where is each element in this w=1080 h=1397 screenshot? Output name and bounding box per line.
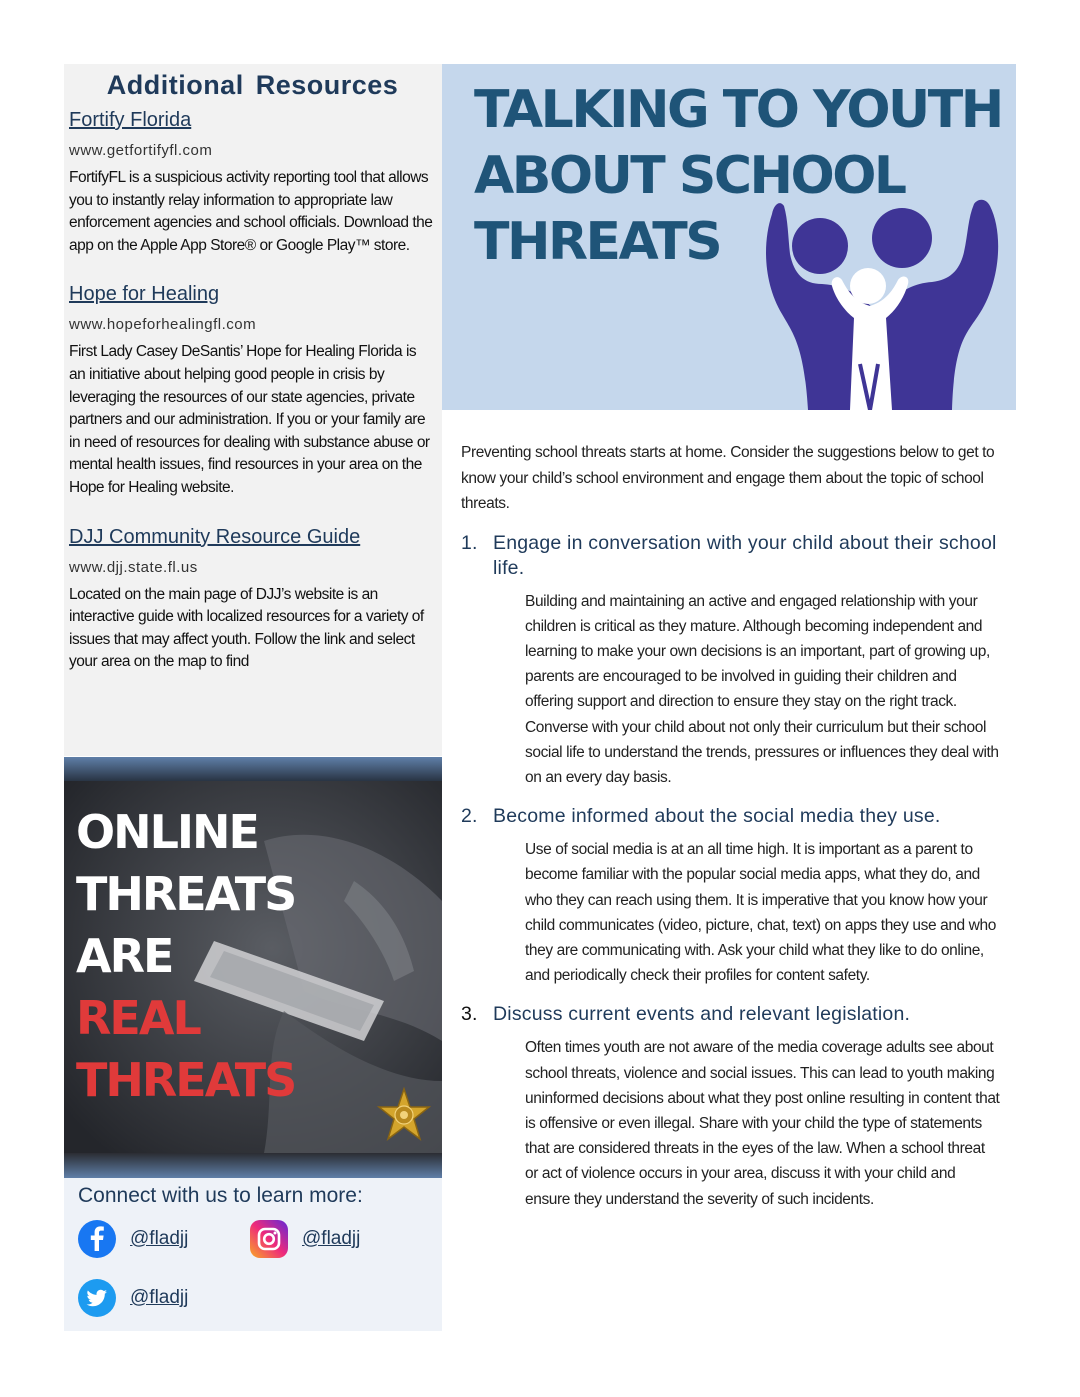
social-title: Connect with us to learn more: [78,1184,363,1207]
title-line-1: TALKING TO YOUTH [474,80,1002,140]
suggestion-heading [461,804,1001,829]
suggestion-item [461,1002,1001,1211]
main-content [461,440,1001,1212]
suggestion-number: 2. [461,805,478,828]
resource-description: FortifyFL is a suspicious activity reporting tool that allows you to instantly relay information to appropriate law enforcement agencies and school officials. Download the app on the Apple App Store® or Google Play™ store. [69,169,433,254]
resource-url[interactable]: www.hopeforhealingfl.com [69,316,257,334]
resource-title-link[interactable]: Hope for Healing [69,283,220,306]
suggestion-heading [461,1002,1001,1027]
promo-line-are: ARE [76,929,173,983]
suggestion-heading-text: Engage in conversation with your child about their school life. [493,531,997,579]
resource-hope-for-healing [69,275,436,499]
instagram-handle[interactable]: @fladjj [302,1228,361,1249]
resource-title-link[interactable]: Fortify Florida [69,109,192,131]
intro-paragraph: Preventing school threats starts at home. Consider the suggestions below to get to know your child’s school environment and engage them about the topic of school threats. [461,444,995,512]
instagram-icon [250,1220,288,1258]
suggestion-heading-text: Discuss current events and relevant legislation. [493,1003,911,1026]
suggestion-body: Building and maintaining an active and engaged relationship with your children is critical as they mature. Although becoming independent and learning to make your own decisions is an important, part of growing up, parents are encouraged to be involved in guiding their children and offering support and direction to ensure they stay on the right track. Converse with your child about not only their curriculum but their school social life to understand the trends, pressures or influences they deal with on an every day basis. [525,592,999,786]
promo-line-real: REAL [76,991,200,1045]
resource-fortify-florida [69,101,436,257]
resources-sidebar [64,64,442,756]
promo-line-threats-red: THREATS [76,1053,296,1107]
title-line-3: THREATS [474,212,721,272]
facebook-link[interactable] [78,1220,188,1258]
resource-description: Located on the main page of DJJ’s website is an interactive guide with localized resources for a variety of issues that may affect youth. Follow the link and select your area on the map to find [69,585,424,671]
suggestion-number: 1. [461,531,478,554]
suggestion-heading [461,531,1001,581]
sheriff-star-badge-icon [376,1087,432,1147]
twitter-icon [78,1279,116,1317]
suggestion-body: Often times youth are not aware of the media coverage adults see about school threats, violence and social issues. This can lead to youth making uninformed decisions about what they post online resulting in content that is offensive or even illegal. Share with your child the type of statements that are considered threats in the eyes of the law. When a school threat or act of violence occurs in your area, discuss it with your child and ensure they understand the severity of such incidents. [525,1039,1000,1208]
twitter-link[interactable] [78,1279,188,1317]
facebook-icon [78,1220,116,1258]
resource-djj-guide [69,518,436,674]
suggestion-item [461,804,1001,988]
twitter-handle[interactable]: @fladjj [130,1287,189,1308]
suggestion-body: Use of social media is at an all time high. It is important as a parent to become familiar with the popular social media apps, what they do, and who they can reach using them. It is imperative that you know how your child communicates (video, picture, chat, text) on apps they use and who they are communicating with. Ask your child what they like to do online, and periodically check their profiles for content safety. [525,841,996,985]
resource-url[interactable]: www.djj.state.fl.us [69,558,198,576]
resource-url[interactable]: www.getfortifyfl.com [69,142,213,159]
title-line-2: ABOUT SCHOOL [474,146,905,206]
suggestion-heading-text: Become informed about the social media they use. [493,805,941,828]
resource-description: First Lady Casey DeSantis’ Hope for Healing Florida is an initiative about helping good people in crisis by leveraging the resources of our state agencies, private partners and our administration. If you or your family are in need of resources for dealing with substance abuse or mental health issues, find resources in your area on the Hope for Healing website. [69,343,430,496]
sidebar-title: Additional Resources [106,70,399,100]
social-media-panel [64,1178,442,1331]
suggestion-number: 3. [461,1003,478,1026]
title-banner [442,64,1016,410]
online-threats-image [64,757,442,1178]
promo-line-threats: THREATS [76,867,296,921]
facebook-handle[interactable]: @fladjj [130,1228,189,1249]
promo-line-online: ONLINE [76,805,258,859]
instagram-link[interactable] [250,1220,360,1258]
family-illustration-icon [742,194,1002,410]
resource-title-link[interactable]: DJJ Community Resource Guide [69,525,361,548]
suggestion-item [461,531,1001,791]
